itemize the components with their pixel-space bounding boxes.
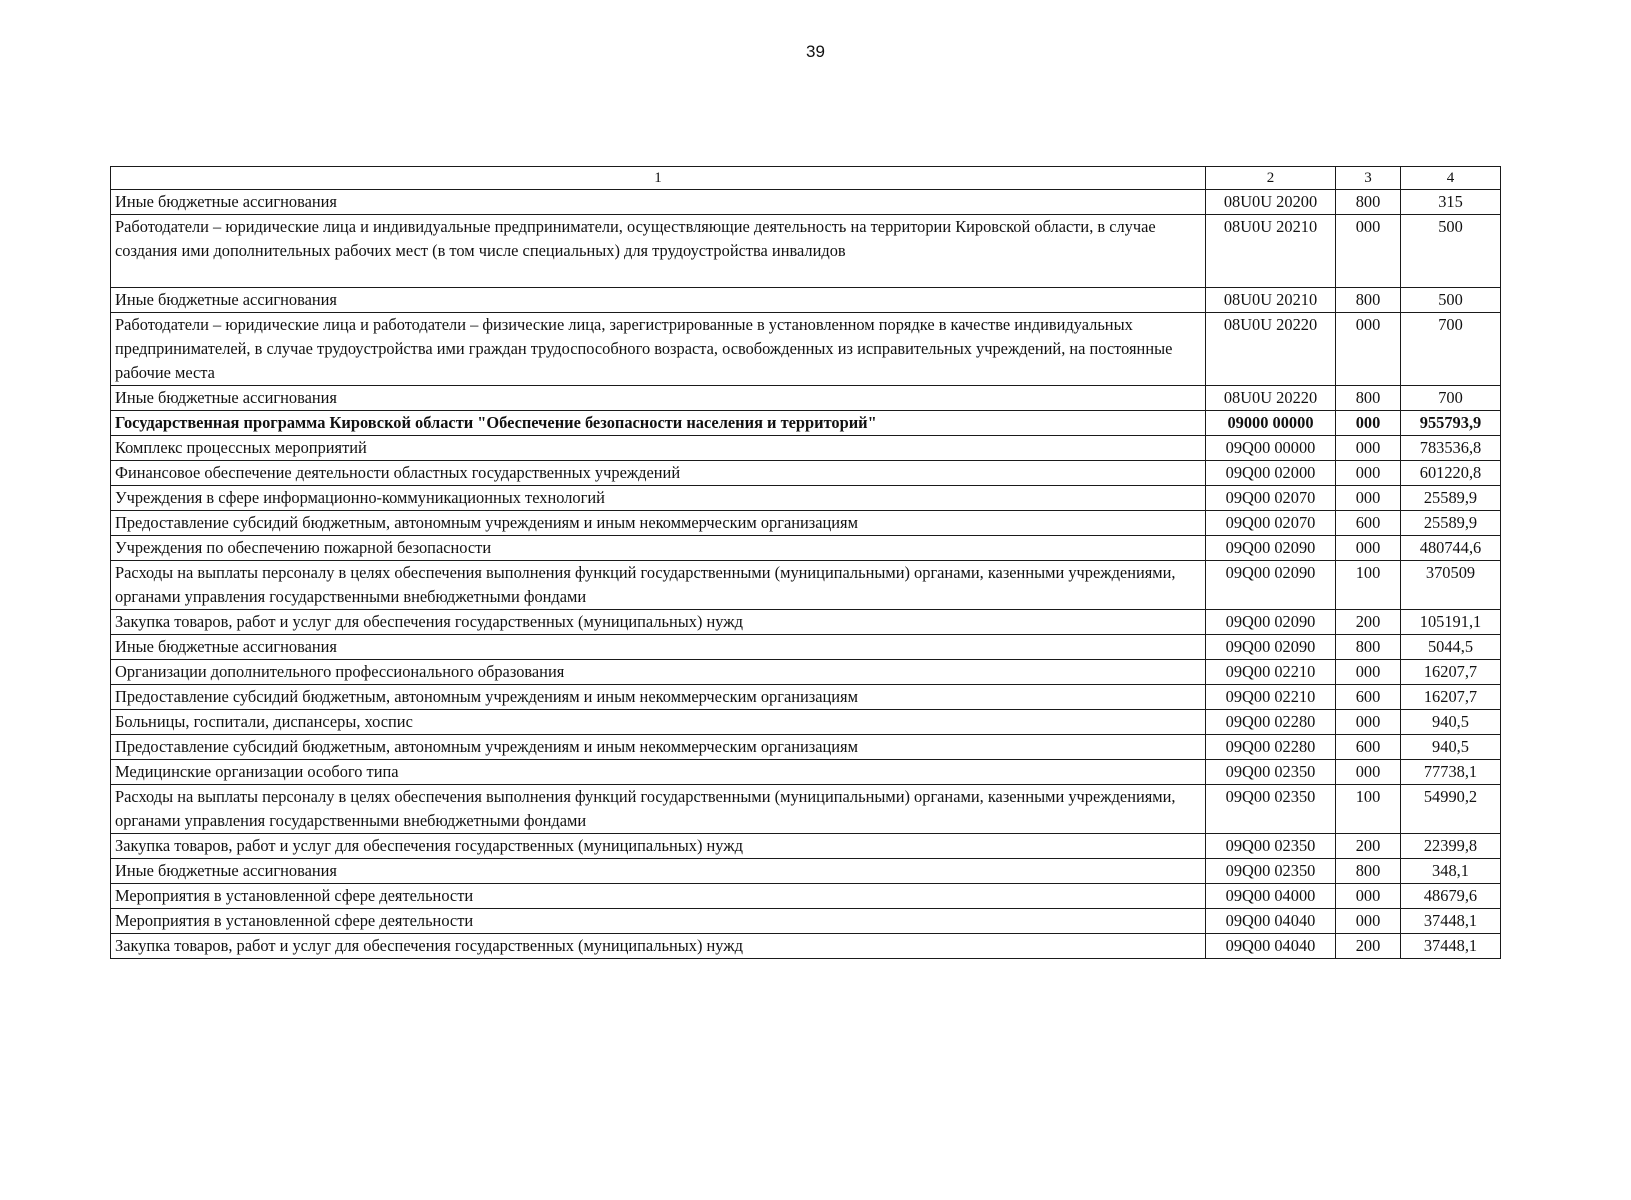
table-row	[111, 561, 1501, 610]
row-type-cell: 600	[1336, 735, 1401, 760]
row-name-cell: Работодатели – юридические лица и работодатели – физические лица, зарегистрированные в установленном порядке в качестве индивидуальных предпринимателей, в случае трудоустройства ими граждан трудоспособного возраста, освобожденных из исправительных учреждений, на постоянные рабочие места	[111, 313, 1206, 386]
row-type-cell: 000	[1336, 760, 1401, 785]
row-name-cell: Иные бюджетные ассигнования	[111, 859, 1206, 884]
row-type-cell: 000	[1336, 884, 1401, 909]
row-code-cell: 09Q00 02350	[1206, 760, 1336, 785]
row-type-cell: 100	[1336, 561, 1401, 610]
row-type-cell: 200	[1336, 610, 1401, 635]
row-type-cell: 000	[1336, 710, 1401, 735]
row-type-cell: 000	[1336, 909, 1401, 934]
row-code-cell: 09Q00 02000	[1206, 461, 1336, 486]
table-row	[111, 511, 1501, 536]
row-type-cell: 000	[1336, 411, 1401, 436]
row-type-cell: 000	[1336, 313, 1401, 386]
table-row	[111, 834, 1501, 859]
row-code-cell: 09Q00 02070	[1206, 486, 1336, 511]
row-sum-cell: 77738,1	[1401, 760, 1501, 785]
table-row	[111, 461, 1501, 486]
table-row	[111, 386, 1501, 411]
row-sum-cell: 500	[1401, 215, 1501, 288]
table-body	[111, 167, 1501, 959]
row-name-cell: Расходы на выплаты персоналу в целях обеспечения выполнения функций государственными (муниципальными) органами, казенными учреждениями, органами управления государственными внебюджетными фондами	[111, 785, 1206, 834]
row-name-cell: Закупка товаров, работ и услуг для обеспечения государственных (муниципальных) нужд	[111, 934, 1206, 959]
row-name-cell: Учреждения по обеспечению пожарной безопасности	[111, 536, 1206, 561]
table-row	[111, 760, 1501, 785]
row-sum-cell: 940,5	[1401, 735, 1501, 760]
row-sum-cell: 348,1	[1401, 859, 1501, 884]
row-type-cell: 000	[1336, 461, 1401, 486]
header-col-3: 3	[1336, 167, 1401, 190]
row-code-cell: 09Q00 02070	[1206, 511, 1336, 536]
row-sum-cell: 25589,9	[1401, 511, 1501, 536]
row-code-cell: 09Q00 02090	[1206, 610, 1336, 635]
table-row	[111, 735, 1501, 760]
row-code-cell: 09Q00 04040	[1206, 934, 1336, 959]
row-name-cell: Иные бюджетные ассигнования	[111, 635, 1206, 660]
row-name-cell: Медицинские организации особого типа	[111, 760, 1206, 785]
row-name-cell: Иные бюджетные ассигнования	[111, 190, 1206, 215]
table-row	[111, 536, 1501, 561]
row-sum-cell: 700	[1401, 313, 1501, 386]
table-row	[111, 635, 1501, 660]
row-sum-cell: 783536,8	[1401, 436, 1501, 461]
row-sum-cell: 48679,6	[1401, 884, 1501, 909]
row-sum-cell: 315	[1401, 190, 1501, 215]
row-sum-cell: 500	[1401, 288, 1501, 313]
table-row	[111, 884, 1501, 909]
row-sum-cell: 16207,7	[1401, 660, 1501, 685]
row-code-cell: 09Q00 02350	[1206, 859, 1336, 884]
row-code-cell: 09Q00 02280	[1206, 710, 1336, 735]
row-type-cell: 200	[1336, 834, 1401, 859]
budget-table	[110, 166, 1501, 959]
row-type-cell: 000	[1336, 536, 1401, 561]
row-code-cell: 09Q00 02350	[1206, 785, 1336, 834]
header-col-2: 2	[1206, 167, 1336, 190]
row-sum-cell: 940,5	[1401, 710, 1501, 735]
row-sum-cell: 955793,9	[1401, 411, 1501, 436]
page-number: 39	[806, 42, 825, 61]
table-row	[111, 610, 1501, 635]
row-code-cell: 09Q00 02090	[1206, 635, 1336, 660]
row-sum-cell: 480744,6	[1401, 536, 1501, 561]
header-col-1: 1	[111, 167, 1206, 190]
row-name-cell: Работодатели – юридические лица и индивидуальные предприниматели, осуществляющие деятельность на территории Кировской области, в случае создания ими дополнительных рабочих мест (в том числе специальных) для трудоустройства инвалидов	[111, 215, 1206, 288]
row-type-cell: 800	[1336, 386, 1401, 411]
row-name-cell: Закупка товаров, работ и услуг для обеспечения государственных (муниципальных) нужд	[111, 834, 1206, 859]
table-row	[111, 685, 1501, 710]
row-type-cell: 800	[1336, 190, 1401, 215]
row-name-cell: Предоставление субсидий бюджетным, автономным учреждениям и иным некоммерческим организациям	[111, 685, 1206, 710]
row-name-cell: Финансовое обеспечение деятельности областных государственных учреждений	[111, 461, 1206, 486]
row-name-cell: Комплекс процессных мероприятий	[111, 436, 1206, 461]
row-code-cell: 09Q00 02350	[1206, 834, 1336, 859]
row-code-cell: 08U0U 20210	[1206, 288, 1336, 313]
row-type-cell: 800	[1336, 859, 1401, 884]
table-row	[111, 660, 1501, 685]
row-type-cell: 800	[1336, 288, 1401, 313]
table-row	[111, 934, 1501, 959]
row-code-cell: 09Q00 02090	[1206, 561, 1336, 610]
row-name-cell: Предоставление субсидий бюджетным, автономным учреждениям и иным некоммерческим организациям	[111, 511, 1206, 536]
row-code-cell: 09Q00 02210	[1206, 685, 1336, 710]
table-row	[111, 909, 1501, 934]
row-code-cell: 08U0U 20210	[1206, 215, 1336, 288]
row-sum-cell: 37448,1	[1401, 909, 1501, 934]
row-type-cell: 600	[1336, 511, 1401, 536]
row-name-cell: Расходы на выплаты персоналу в целях обеспечения выполнения функций государственными (муниципальными) органами, казенными учреждениями, органами управления государственными внебюджетными фондами	[111, 561, 1206, 610]
table-row	[111, 215, 1501, 288]
row-sum-cell: 54990,2	[1401, 785, 1501, 834]
row-sum-cell: 370509	[1401, 561, 1501, 610]
row-name-cell: Закупка товаров, работ и услуг для обеспечения государственных (муниципальных) нужд	[111, 610, 1206, 635]
row-code-cell: 09Q00 02210	[1206, 660, 1336, 685]
row-code-cell: 08U0U 20220	[1206, 386, 1336, 411]
row-type-cell: 000	[1336, 436, 1401, 461]
row-name-cell: Организации дополнительного профессионального образования	[111, 660, 1206, 685]
row-sum-cell: 37448,1	[1401, 934, 1501, 959]
row-code-cell: 09Q00 04040	[1206, 909, 1336, 934]
table-row	[111, 486, 1501, 511]
row-code-cell: 09Q00 02280	[1206, 735, 1336, 760]
row-sum-cell: 601220,8	[1401, 461, 1501, 486]
row-type-cell: 100	[1336, 785, 1401, 834]
table-header-row	[111, 167, 1501, 190]
table-row	[111, 859, 1501, 884]
row-sum-cell: 700	[1401, 386, 1501, 411]
row-code-cell: 09Q00 00000	[1206, 436, 1336, 461]
row-sum-cell: 16207,7	[1401, 685, 1501, 710]
row-code-cell: 08U0U 20200	[1206, 190, 1336, 215]
table-row	[111, 710, 1501, 735]
row-name-cell: Мероприятия в установленной сфере деятельности	[111, 909, 1206, 934]
row-name-cell: Государственная программа Кировской области "Обеспечение безопасности населения и территорий"	[111, 411, 1206, 436]
row-name-cell: Мероприятия в установленной сфере деятельности	[111, 884, 1206, 909]
row-code-cell: 08U0U 20220	[1206, 313, 1336, 386]
table-row	[111, 313, 1501, 386]
row-type-cell: 200	[1336, 934, 1401, 959]
row-sum-cell: 25589,9	[1401, 486, 1501, 511]
row-name-cell: Предоставление субсидий бюджетным, автономным учреждениям и иным некоммерческим организациям	[111, 735, 1206, 760]
table-row	[111, 436, 1501, 461]
row-type-cell: 000	[1336, 486, 1401, 511]
row-code-cell: 09000 00000	[1206, 411, 1336, 436]
table-row	[111, 190, 1501, 215]
row-sum-cell: 5044,5	[1401, 635, 1501, 660]
row-type-cell: 000	[1336, 660, 1401, 685]
row-sum-cell: 22399,8	[1401, 834, 1501, 859]
row-name-cell: Больницы, госпитали, диспансеры, хоспис	[111, 710, 1206, 735]
table-row	[111, 288, 1501, 313]
row-name-cell: Иные бюджетные ассигнования	[111, 288, 1206, 313]
row-name-cell: Иные бюджетные ассигнования	[111, 386, 1206, 411]
row-sum-cell: 105191,1	[1401, 610, 1501, 635]
row-type-cell: 800	[1336, 635, 1401, 660]
header-col-4: 4	[1401, 167, 1501, 190]
row-code-cell: 09Q00 04000	[1206, 884, 1336, 909]
table-row	[111, 411, 1501, 436]
table-row	[111, 785, 1501, 834]
row-code-cell: 09Q00 02090	[1206, 536, 1336, 561]
row-name-cell: Учреждения в сфере информационно-коммуникационных технологий	[111, 486, 1206, 511]
row-type-cell: 600	[1336, 685, 1401, 710]
row-type-cell: 000	[1336, 215, 1401, 288]
